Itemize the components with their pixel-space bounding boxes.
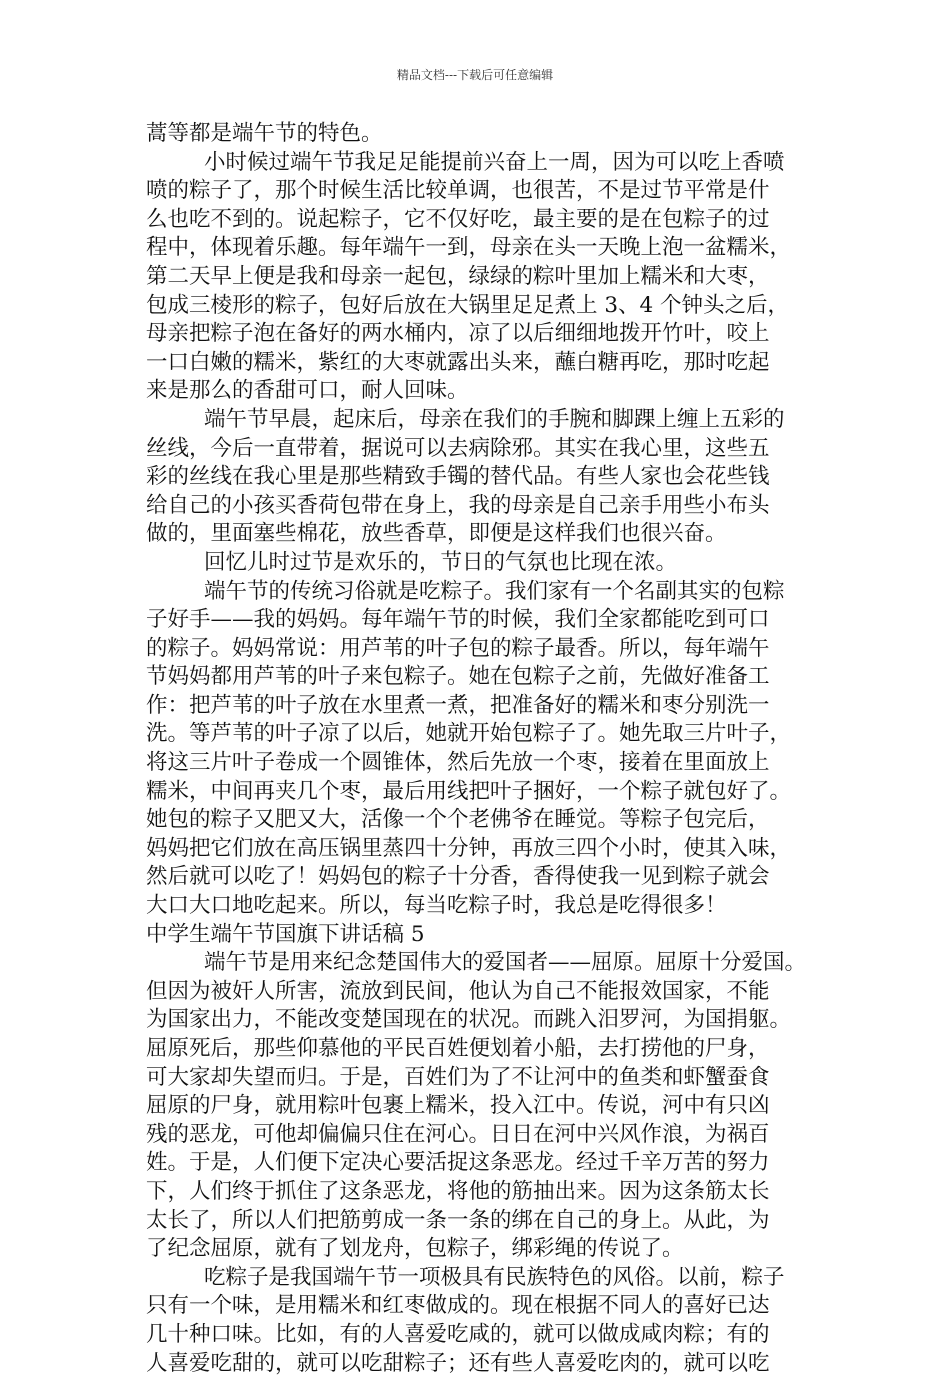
text-line: 节妈妈都用芦苇的叶子来包粽子。她在包粽子之前，先做好准备工 bbox=[146, 664, 770, 690]
text-line: 作：把芦苇的叶子放在水里煮一煮，把准备好的糯米和枣分别洗一 bbox=[146, 692, 770, 718]
text-line: 只有一个味，是用糯米和红枣做成的。现在根据不同人的喜好已达 bbox=[146, 1293, 770, 1319]
text-line: 回忆儿时过节是欢乐的，节日的气氛也比现在浓。 bbox=[204, 549, 678, 575]
text-line: 然后就可以吃了！妈妈包的粽子十分香，香得使我一见到粽子就会 bbox=[146, 864, 770, 890]
text-line: 给自己的小孩买香荷包带在身上，我的母亲是自己亲手用些小布头 bbox=[146, 492, 770, 518]
text-line: 彩的丝线在我心里是那些精致手镯的替代品。有些人家也会花些钱 bbox=[146, 464, 770, 490]
text-line: 太长了，所以人们把筋剪成一条一条的绑在自己的身上。从此，为 bbox=[146, 1207, 770, 1233]
text-line: 人喜爱吃甜的，就可以吃甜粽子；还有些人喜爱吃肉的，就可以吃 bbox=[146, 1350, 770, 1376]
text-line: 母亲把粽子泡在备好的两水桶内，凉了以后细细地拨开竹叶，咬上 bbox=[146, 321, 770, 347]
text-line: 端午节是用来纪念楚国伟大的爱国者——屈原。屈原十分爱国。 bbox=[204, 950, 807, 976]
text-line: 妈妈把它们放在高压锅里蒸四十分钟，再放三四个小时，使其入味， bbox=[146, 835, 792, 861]
text-line: 做的，里面塞些棉花，放些香草，即便是这样我们也很兴奋。 bbox=[146, 521, 727, 547]
text-line: 吃粽子是我国端午节一项极具有民族特色的风俗。以前，粽子 bbox=[204, 1264, 785, 1290]
text-line: 喷的粽子了，那个时候生活比较单调，也很苦，不是过节平常是什 bbox=[146, 178, 770, 204]
text-line: 可大家却失望而归。于是，百姓们为了不让河中的鱼类和虾蟹蚕食 bbox=[146, 1064, 770, 1090]
text-line: 几十种口味。比如，有的人喜爱吃咸的，就可以做成咸肉粽；有的 bbox=[146, 1321, 770, 1347]
text-line: 但因为被奸人所害，流放到民间，他认为自己不能报效国家，不能 bbox=[146, 978, 770, 1004]
text-line: 她包的粽子又肥又大，活像一个个老佛爷在睡觉。等粽子包完后， bbox=[146, 807, 770, 833]
text-line: 中学生端午节国旗下讲话稿 5 bbox=[146, 921, 425, 947]
text-line: 糯米，中间再夹几个枣，最后用线把叶子捆好，一个粽子就包好了。 bbox=[146, 778, 792, 804]
text-line: 下，人们终于抓住了这条恶龙，将他的筋抽出来。因为这条筋太长 bbox=[146, 1178, 770, 1204]
text-line: 了纪念屈原，就有了划龙舟，包粽子，绑彩绳的传说了。 bbox=[146, 1236, 684, 1262]
text-line: 丝线，今后一直带着，据说可以去病除邪。其实在我心里，这些五 bbox=[146, 435, 770, 461]
text-line: 来是那么的香甜可口，耐人回味。 bbox=[146, 378, 469, 404]
text-line: 程中，体现着乐趣。每年端午一到，母亲在头一天晚上泡一盆糯米， bbox=[146, 235, 792, 261]
text-line: 端午节的传统习俗就是吃粽子。我们家有一个名副其实的包粽 bbox=[204, 578, 785, 604]
text-line: 将这三片叶子卷成一个圆锥体，然后先放一个枣，接着在里面放上 bbox=[146, 750, 770, 776]
text-line: 屈原的尸身，就用粽叶包裹上糯米，投入江中。传说，河中有只凶 bbox=[146, 1093, 770, 1119]
text-line: 么也吃不到的。说起粽子，它不仅好吃，最主要的是在包粽子的过 bbox=[146, 206, 770, 232]
text-line: 第二天早上便是我和母亲一起包，绿绿的粽叶里加上糯米和大枣， bbox=[146, 263, 770, 289]
text-line: 洗。等芦苇的叶子凉了以后，她就开始包粽子了。她先取三片叶子， bbox=[146, 721, 792, 747]
text-line: 蒿等都是端午节的特色。 bbox=[146, 121, 383, 146]
text-line: 为国家出力，不能改变楚国现在的状况。而跳入汨罗河，为国捐躯。 bbox=[146, 1007, 792, 1033]
text-line: 端午节早晨，起床后，母亲在我们的手腕和脚踝上缠上五彩的 bbox=[204, 406, 785, 432]
page-header: 精品文档---下载后可任意编辑 bbox=[396, 68, 554, 82]
text-line: 一口白嫩的糯米，紫红的大枣就露出头来，蘸白糖再吃，那时吃起 bbox=[146, 349, 770, 375]
text-line: 小时候过端午节我足足能提前兴奋上一周，因为可以吃上香喷 bbox=[204, 149, 785, 175]
text-line: 姓。于是，人们便下定决心要活捉这条恶龙。经过千辛万苦的努力 bbox=[146, 1150, 770, 1176]
document-body bbox=[146, 120, 818, 1378]
text-line: 包成三棱形的粽子，包好后放在大锅里足足煮上 3、4 个钟头之后， bbox=[146, 292, 790, 318]
text-line: 的粽子。妈妈常说：用芦苇的叶子包的粽子最香。所以，每年端午 bbox=[146, 635, 770, 661]
text-line: 屈原死后，那些仰慕他的平民百姓便划着小船，去打捞他的尸身， bbox=[146, 1036, 770, 1061]
text-line: 大口大口地吃起来。所以，每当吃粽子时，我总是吃得很多！ bbox=[146, 893, 727, 919]
text-line: 子好手——我的妈妈。每年端午节的时候，我们全家都能吃到可口 bbox=[146, 607, 770, 633]
text-line: 残的恶龙，可他却偏偏只住在河心。日日在河中兴风作浪，为祸百 bbox=[146, 1121, 770, 1147]
